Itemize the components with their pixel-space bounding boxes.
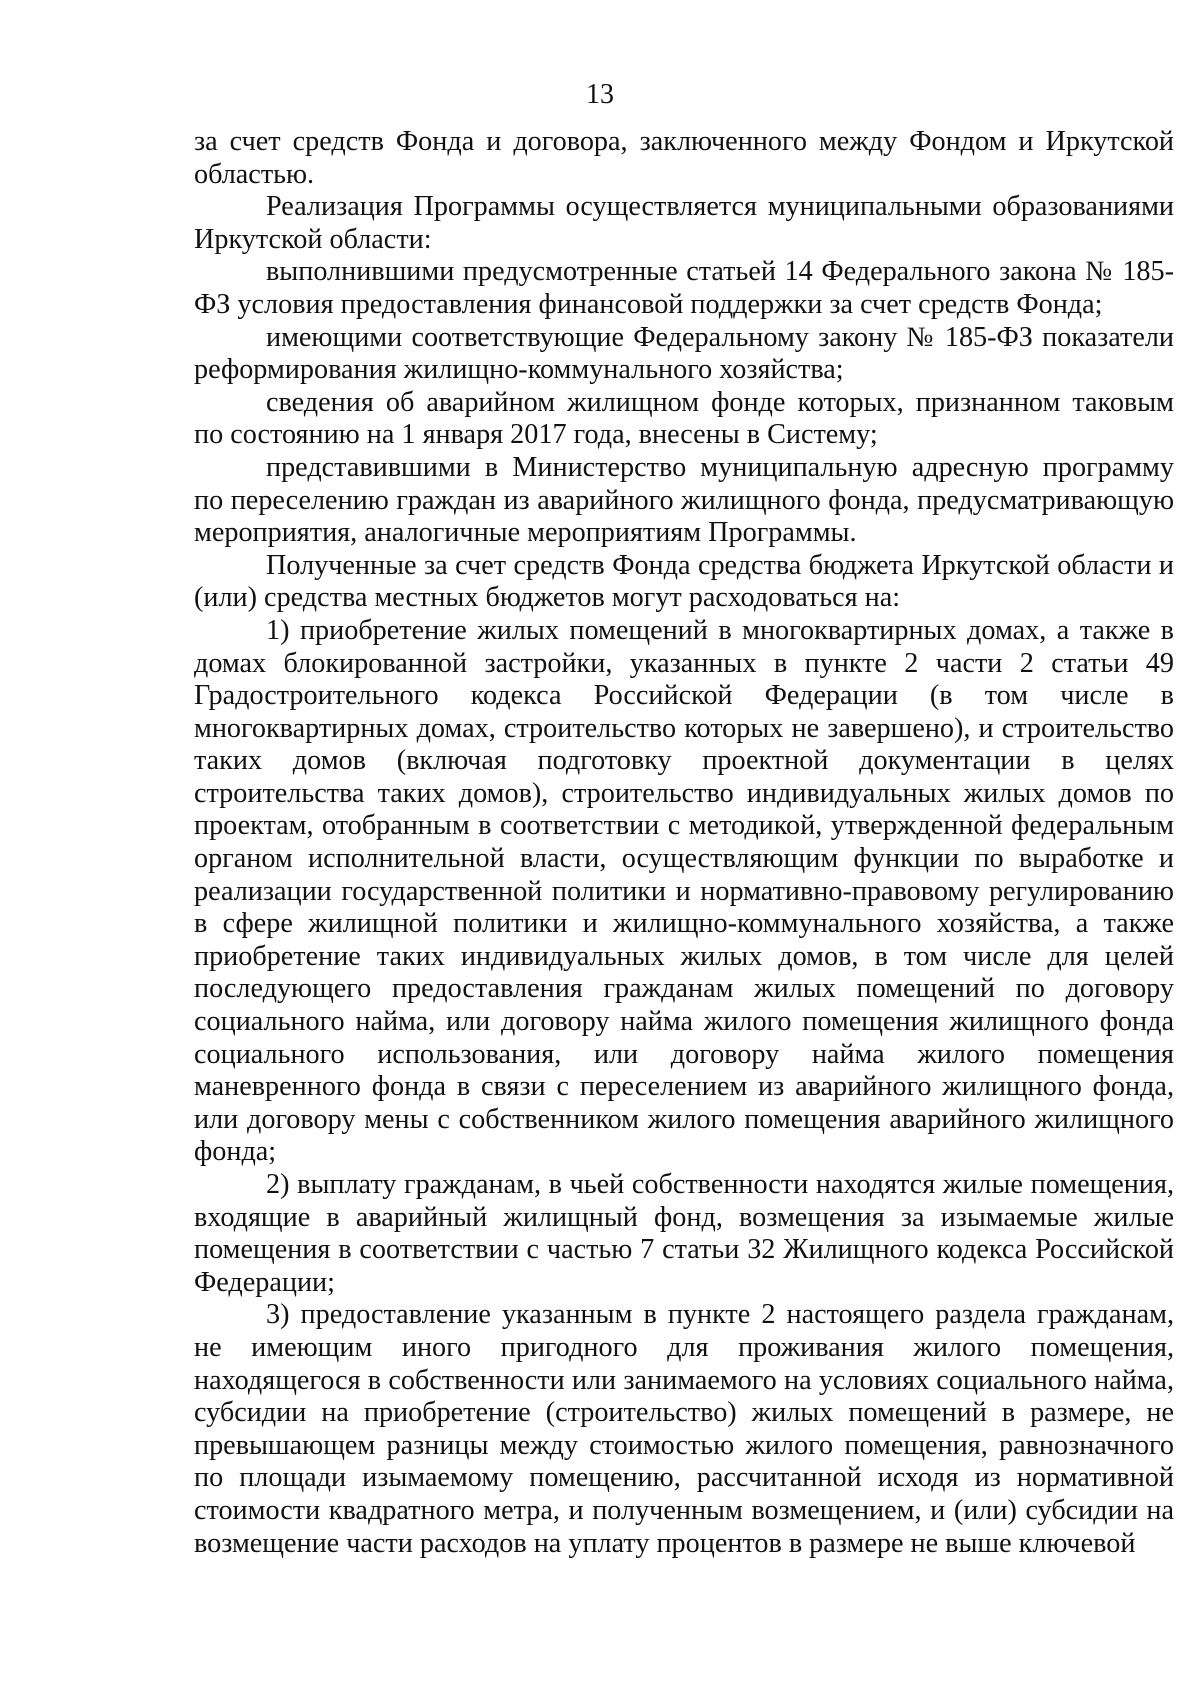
paragraph-condition-indicators: имеющими соответствующие Федеральному закону № 185-ФЗ показатели реформирования жилищно-коммунального хозяйства; bbox=[194, 321, 1174, 386]
paragraph-condition-data-entered: сведения об аварийном жилищном фонде которых, признанном таковым по состоянию на 1 января 2017 года, внесены в Систему; bbox=[194, 386, 1174, 451]
paragraph-item-2: 2) выплату гражданам, в чьей собственности находятся жилые помещения, входящие в аварийный жилищный фонд, возмещения за изымаемые жилые помещения в соответствии с частью 7 статьи 32 Жилищного кодекса Российской Федерации; bbox=[194, 1169, 1174, 1298]
paragraph-condition-program-submitted: представившими в Министерство муниципальную адресную программу по переселению граждан из аварийного жилищного фонда, предусматривающую мероприятия, аналогичные мероприятиям Программы. bbox=[194, 451, 1174, 549]
paragraph-item-1: 1) приобретение жилых помещений в многоквартирных домах, а также в домах блокированной застройки, указанных в пункте 2 части 2 статьи 49 Градостроительного кодекса Российской Федерации (в том числе в многоквартирных домах, строительство которых не завершено), и строительство таких домов (включая подготовку проектной документации в целях строительства таких домов), строительство индивидуальных жилых домов по проектам, отобранным в соответствии с методикой, утвержденной федеральным органом исполнительной власти, осуществляющим функции по выработке и реализации государственной политики и нормативно-правовому регулированию в сфере жилищной политики и жилищно-коммунального хозяйства, а также приобретение таких индивидуальных жилых домов, в том числе для целей последующего предоставления гражданам жилых помещений по договору социального найма, или договору найма жилого помещения жилищного фонда социального использования, или договору найма жилого помещения маневренного фонда в связи с переселением из аварийного жилищного фонда, или договору мены с собственником жилого помещения аварийного жилищного фонда; bbox=[194, 614, 1174, 1168]
paragraph-condition-fulfilled: выполнившими предусмотренные статьей 14 Федерального закона № 185-ФЗ условия предоставления финансовой поддержки за счет средств Фонда; bbox=[194, 256, 1174, 320]
paragraph-program-implementation: Реализация Программы осуществляется муниципальными образованиями Иркутской области: bbox=[194, 191, 1174, 255]
document-body bbox=[194, 126, 1174, 1560]
paragraph-spending-intro: Полученные за счет средств Фонда средства бюджета Иркутской области и (или) средства местных бюджетов могут расходоваться на: bbox=[194, 549, 1174, 614]
page-number: 13 bbox=[586, 79, 614, 110]
paragraph-item-3: 3) предоставление указанным в пункте 2 настоящего раздела гражданам, не имеющим иного пригодного для проживания жилого помещения, находящегося в собственности или занимаемого на условиях социального найма, субсидии на приобретение (строительство) жилых помещений в размере, не превышающем разницы между стоимостью жилого помещения, равнозначного по площади изымаемому помещению, рассчитанной исходя из нормативной стоимости квадратного метра, и полученным возмещением, и (или) субсидии на возмещение части расходов на уплату процентов в размере не выше ключевой bbox=[194, 1299, 1174, 1559]
paragraph-continuation: за счет средств Фонда и договора, заключенного между Фондом и Иркутской областью. bbox=[194, 126, 1174, 190]
